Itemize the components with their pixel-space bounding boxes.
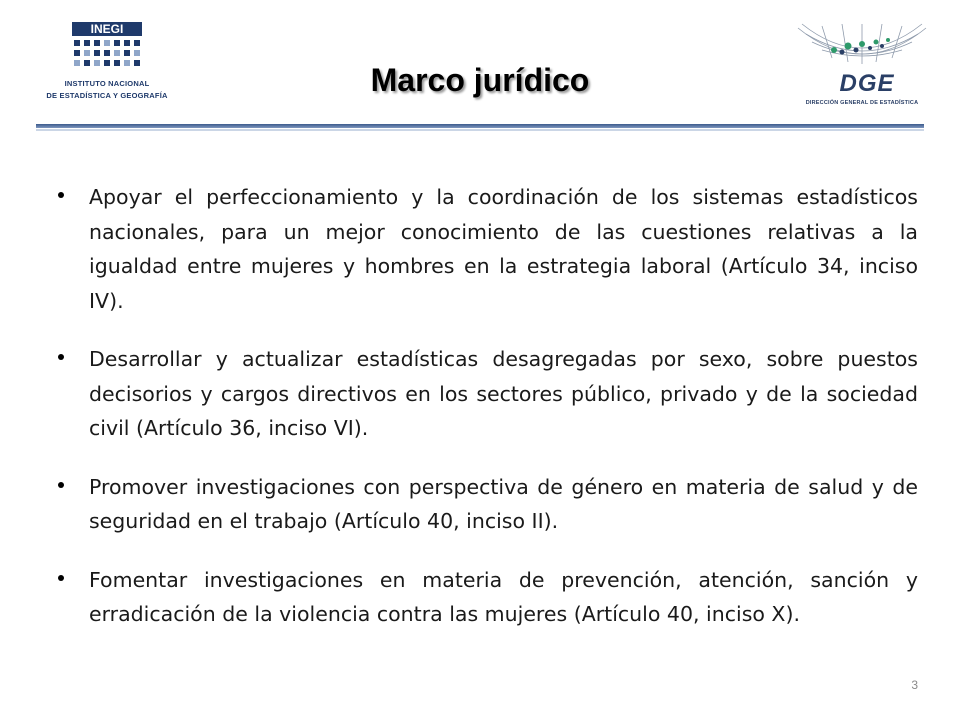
inegi-name-line2: DE ESTADÍSTICA Y GEOGRAFÍA <box>46 91 168 100</box>
bullet-dot-icon <box>58 354 64 360</box>
bullet-dot-icon <box>58 192 64 198</box>
dge-subtitle: DIRECCIÓN GENERAL DE ESTADÍSTICA <box>805 100 919 106</box>
bullet-list <box>58 180 918 656</box>
bullet-text: Desarrollar y actualizar estadísticas desagregadas por sexo, sobre puestos decisorios y cargos directivos en los sectores público, privado y de la sociedad civil (Artículo 36, inciso VI). <box>89 347 918 440</box>
dge-mark-text: DGE <box>839 70 895 97</box>
bullet-text: Promover investigaciones con perspectiva de género en materia de salud y de seguridad en el trabajo (Artículo 40, inciso II). <box>89 474 918 533</box>
header-divider <box>36 124 924 128</box>
bullet-dot-icon <box>58 575 64 581</box>
page-number: 3 <box>911 678 918 692</box>
dge-globe-icon <box>792 20 932 70</box>
list-item <box>58 342 918 446</box>
dge-logo <box>792 20 932 110</box>
list-item <box>58 563 918 632</box>
bullet-text: Fomentar investigaciones en materia de prevención, atención, sanción y erradicación de la violencia contra las mujeres (Artículo 40, inciso X). <box>89 567 918 626</box>
list-item <box>58 180 918 318</box>
list-item <box>58 470 918 539</box>
header-divider-shadow <box>36 129 924 131</box>
slide-title: Marco jurídico <box>370 62 590 98</box>
inegi-mark-text: INEGI <box>90 22 124 36</box>
bullet-text: Apoyar el perfeccionamiento y la coordinación de los sistemas estadísticos nacionales, para un mejor conocimiento de las cuestiones relativas a la igualdad entre mujeres y hombres en la estrategia laboral (Artículo 34, inciso IV). <box>89 185 918 313</box>
inegi-name-line1: INSTITUTO NACIONAL <box>64 79 150 88</box>
bullet-dot-icon <box>58 482 64 488</box>
